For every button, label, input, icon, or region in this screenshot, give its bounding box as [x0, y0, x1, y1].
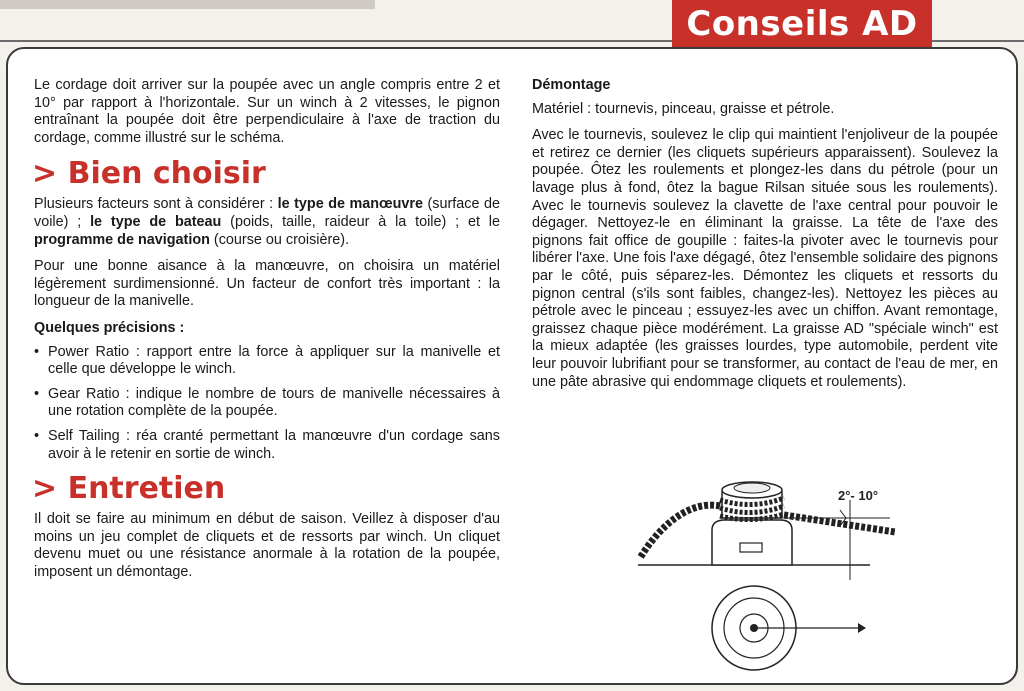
- list-item: • Power Ratio : rapport entre la force à appliquer sur la manivelle et celle que développe le winch.: [34, 344, 500, 379]
- winch-diagram: [620, 470, 1010, 680]
- right-column: [532, 77, 998, 400]
- top-decor-bar: [0, 0, 375, 9]
- heading-entretien: > Entretien: [32, 471, 226, 507]
- list-item: • Self Tailing : réa cranté permettant la manœuvre d'un cordage sans avoir à le retenir en sortie de winch.: [34, 428, 500, 463]
- maintenance-paragraph: Il doit se faire au minimum en début de saison. Veillez à disposer d'au moins un jeu complet de cliquets et de ressorts par winch. Un cliquet devenu muet ou une résistance anormale à la rotation de la poupée, imposent un démontage.: [34, 511, 500, 580]
- intro-paragraph: Le cordage doit arriver sur la poupée avec un angle compris entre 2 et 10° par rapport à l'horizontale. Sur un winch à 2 vitesses, le pignon entraînant la poupée doit être perpendiculaire à l'axe de traction du cordage, comme illustré sur le schéma.: [34, 77, 500, 146]
- demontage-subhead: Démontage: [532, 77, 611, 93]
- precisions-subhead: Quelques précisions :: [34, 319, 185, 336]
- precisions-list: [34, 344, 500, 464]
- section-banner: Conseils AD: [672, 0, 932, 48]
- rope-left: [640, 505, 720, 558]
- choose-paragraph-2: Pour une bonne aisance à la manœuvre, on choisira un matériel légèrement surdimensionné. Un facteur de confort très important : la longueur de la manivelle.: [34, 258, 500, 310]
- angle-label: 2°- 10°: [838, 488, 879, 503]
- list-item: • Gear Ratio : indique le nombre de tours de manivelle nécessaires à une rotation complète de la poupée.: [34, 386, 500, 421]
- left-column: [34, 77, 500, 590]
- choose-paragraph-1: Plusieurs facteurs sont à considérer : le type de manœuvre (surface de voile) ; le type de bateau (poids, taille, raideur à la toile) ; et le programme de navigation (course ou croisière).: [34, 196, 500, 248]
- materials-line: Matériel : tournevis, pinceau, graisse et pétrole.: [532, 100, 835, 117]
- demontage-body: Avec le tournevis, soulevez le clip qui maintient l'enjoliveur de la poupée et retirez ce dernier (les cliquets supérieurs apparaissent). Soulevez la poupée. Ôtez les roulements et plongez-les dans du pétrole (pour un lavage plus à fond, ôtez la bague Rilsan située sous les roulements). Avec le tournevis soulevez la clavette de l'axe central pour pouvoir le dégager. Nettoyez-le en éliminant la graisse. La tête de l'axe des pignons fait office de goupille : faites-la pivoter avec le tournevis pour libérer l'axe. Une fois l'axe dégagé, ôtez l'ensemble solidaire des pignons par le côté, puis séparez-les. Démontez les cliquets et ressorts du pignon central (s'ils sont faibles, changez-les). Nettoyez les pièces au pétrole avec le pinceau ; essuyez-les avec un chiffon. Avant remontage, graissez chaque pièce modérément. La graisse AD "spéciale winch" est la mieux adaptée (les graisses lourdes, type automobile, perdent vite leur pouvoir lubrifiant pour se transformer, au contact de l'eau de mer, en une pâte abrasive qui endommage cliquets et roulements).: [532, 127, 998, 390]
- heading-bien-choisir: > Bien choisir: [32, 156, 266, 192]
